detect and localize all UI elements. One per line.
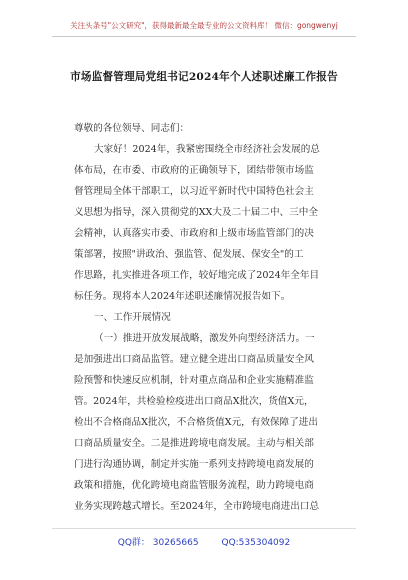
header-banner: 关注头条号"公文研究"，获得最新最全最专业的公文资料库！ 微信：gongwenyj bbox=[70, 21, 338, 30]
document-title: 市场监督管理局党组书记2024年个人述职述廉工作报告 bbox=[70, 71, 338, 83]
footer-divider bbox=[52, 528, 356, 529]
paragraph-line: 标任务。现将本人2024年述职述廉情况报告如下。 bbox=[74, 291, 291, 302]
header-divider bbox=[52, 36, 356, 37]
paragraph-line: 业务实现跨越式增长。至2024年，全市跨境电商进出口总 bbox=[74, 501, 320, 512]
paragraph-line: 大家好！2024年，我紧密围绕全市经济社会发展的总 bbox=[94, 144, 320, 155]
paragraph-line: 会精神，认真落实市委、市政府和上级市场监管部门的决 bbox=[74, 228, 314, 239]
paragraph-line: 险预警和快速反应机制，针对重点商品和企业实施精准监 bbox=[74, 375, 314, 386]
paragraph-line: 策部署，按照"讲政治、强监管、促发展、保安全"的工 bbox=[74, 249, 304, 260]
paragraph-line: 督管理局全体干部职工，以习近平新时代中国特色社会主 bbox=[74, 186, 314, 197]
document-body bbox=[74, 118, 342, 517]
qq-group: QQ群： 30265665 bbox=[117, 538, 199, 548]
paragraph-line: 作思路，扎实推进各项工作，较好地完成了2024年全年目 bbox=[74, 270, 320, 281]
paragraph-line: 政策和措施，优化跨境电商监管服务流程，助力跨境电商 bbox=[74, 480, 314, 491]
footer bbox=[0, 535, 408, 548]
qq-contact: QQ:535304092 bbox=[221, 538, 291, 548]
paragraph-line: 门进行沟通协调，制定并实施一系列支持跨境电商发展的 bbox=[74, 459, 314, 470]
paragraph-line: 管。2024年，共检验检疫进出口商品X批次，货值X元， bbox=[74, 396, 314, 407]
paragraph-line: 检出不合格商品X批次，不合格货值X元，有效保障了进出 bbox=[74, 417, 318, 428]
paragraph-line: 体布局，在市委、市政府的正确领导下，团结带领市场监 bbox=[74, 165, 314, 176]
paragraph-line: 口商品质量安全。二是推进跨境电商发展。主动与相关部 bbox=[74, 438, 314, 449]
paragraph-line: 是加强进出口商品监管。建立健全进出口商品质量安全风 bbox=[74, 354, 314, 365]
paragraph-line: 义思想为指导，深入贯彻党的XX大及二十届二中、三中全 bbox=[74, 207, 318, 218]
salutation: 尊敬的各位领导、同志们： bbox=[74, 123, 190, 134]
section-heading: 一、工作开展情况 bbox=[94, 312, 171, 323]
paragraph-line: （一）推进开放发展战略，激发外向型经济活力。一 bbox=[94, 333, 315, 344]
